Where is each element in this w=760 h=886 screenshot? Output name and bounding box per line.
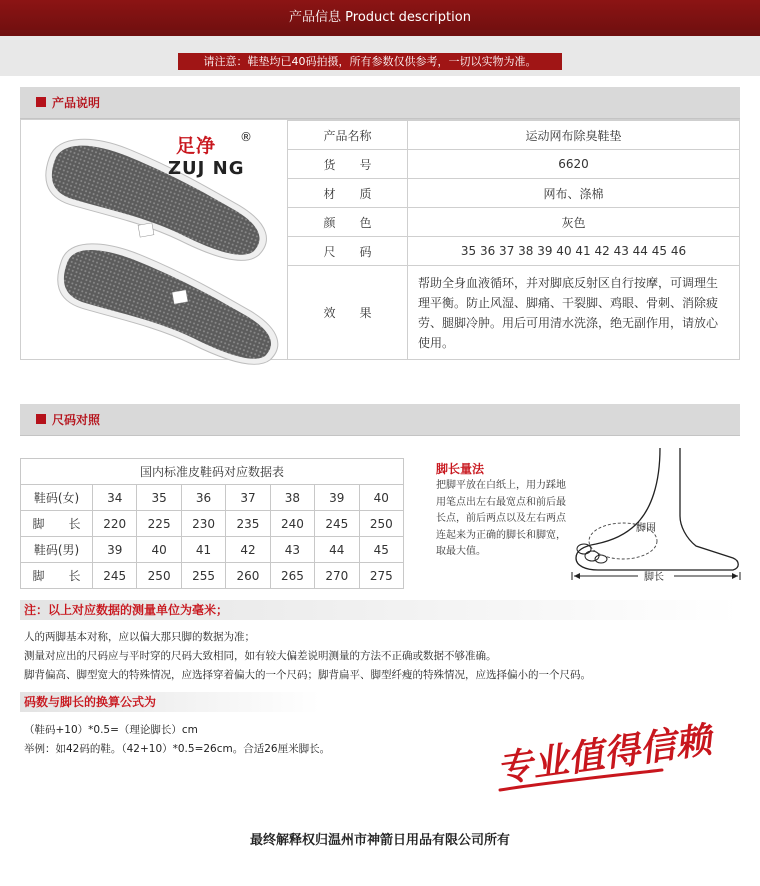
row-label: 鞋码(女) [21, 485, 93, 511]
formula-line: 举例：如42码的鞋。（42+10）*0.5=26cm。合适26厘米脚长。 [24, 743, 331, 755]
page-header: 产品信息 Product description [0, 0, 760, 36]
table-row [21, 511, 404, 537]
logo-chinese: 足净 [176, 135, 217, 157]
girth-label: 脚围 [636, 523, 656, 534]
size-section-title: 尺码对照 [52, 413, 101, 427]
cell: 45 [359, 537, 403, 563]
logo-english: ZUJ NG [168, 158, 245, 179]
table-row [21, 485, 404, 511]
page-footer: 最终解释权归温州市神箭日用品有限公司所有 [249, 833, 510, 848]
product-section-title: 产品说明 [52, 96, 101, 110]
formula-bar [20, 692, 320, 712]
foot-measure-desc: 把脚平放在白纸上，用力踩地用笔点出左右最宽点和前后最长点，前后两点以及左右两点连起来为正确的脚长和脚宽，取最大值。 [436, 480, 566, 557]
cell: 260 [226, 563, 270, 589]
table-row [288, 266, 740, 360]
row-key: 货 号 [288, 150, 408, 179]
note-line: 测量对应出的尺码应与平时穿的尺码大致相同，如有较大偏差说明测量的方法不正确或数据不够准确。 [24, 650, 497, 662]
table-row [288, 237, 740, 266]
note-line: 脚背偏高、脚型宽大的特殊情况，应选择穿着偏大的一个尺码；脚背扁平、脚型纤瘦的特殊情况，应选择偏小的一个尺码。 [24, 669, 591, 681]
note-bar [20, 600, 740, 620]
cell: 250 [359, 511, 403, 537]
cell: 275 [359, 563, 403, 589]
cell: 230 [181, 511, 225, 537]
row-value: 网布、涤棉 [408, 179, 740, 208]
cell: 40 [137, 537, 181, 563]
row-value: 6620 [408, 150, 740, 179]
cell: 235 [226, 511, 270, 537]
cell: 42 [226, 537, 270, 563]
row-key: 产品名称 [288, 121, 408, 150]
row-label: 脚 长 [21, 511, 93, 537]
registered-mark: ® [240, 130, 252, 144]
table-row [21, 537, 404, 563]
cell: 43 [270, 537, 314, 563]
foot-measure-title: 脚长量法 [436, 462, 485, 476]
product-info-table [287, 120, 740, 360]
notice-banner: 请注意：鞋垫均已40码拍摄，所有参数仅供参考，一切以实物为准。 [178, 53, 562, 70]
table-row [288, 208, 740, 237]
cell: 35 [137, 485, 181, 511]
heading-square-icon [36, 414, 46, 424]
formula-line: （鞋码+10）*0.5=（理论脚长）cm [24, 724, 198, 736]
row-value: 35 36 37 38 39 40 41 42 43 44 45 46 [408, 237, 740, 266]
table-row [21, 563, 404, 589]
calligraphy-text: 专业值得信赖 [494, 718, 714, 791]
size-section-heading [20, 404, 740, 436]
cell: 38 [270, 485, 314, 511]
note-lines [24, 628, 591, 685]
size-table-caption: 国内标准皮鞋码对应数据表 [21, 459, 404, 485]
size-table [20, 458, 404, 589]
table-row [21, 459, 404, 485]
table-row [288, 150, 740, 179]
row-key: 尺 码 [288, 237, 408, 266]
product-section-heading [20, 87, 740, 119]
cell: 240 [270, 511, 314, 537]
formula-title: 码数与脚长的换算公式为 [24, 695, 157, 709]
note-title: 注：以上对应数据的测量单位为毫米； [24, 603, 229, 617]
insole-image [21, 120, 287, 359]
cell: 270 [315, 563, 359, 589]
cell: 245 [93, 563, 137, 589]
brand-logo [168, 131, 244, 179]
formula-lines [24, 721, 330, 759]
cell: 40 [359, 485, 403, 511]
cell: 39 [315, 485, 359, 511]
cell: 41 [181, 537, 225, 563]
row-key: 效 果 [288, 266, 408, 360]
cell: 44 [315, 537, 359, 563]
table-row [288, 179, 740, 208]
cell: 39 [93, 537, 137, 563]
table-row [288, 121, 740, 150]
cell: 34 [93, 485, 137, 511]
heading-square-icon [36, 97, 46, 107]
row-label: 鞋码(男) [21, 537, 93, 563]
cell: 265 [270, 563, 314, 589]
row-key: 材 质 [288, 179, 408, 208]
cell: 220 [93, 511, 137, 537]
length-label: 脚长 [644, 572, 664, 583]
cell: 36 [181, 485, 225, 511]
row-key: 颜 色 [288, 208, 408, 237]
row-value: 帮助全身血液循环，并对脚底反射区自行按摩，可调理生理平衡。防止风湿、脚痛、干裂脚、鸡眼、骨刺、消除疲劳、腿脚冷肿。用后可用清水洗涤，绝无副作用，请放心使用。 [408, 266, 740, 360]
cell: 225 [137, 511, 181, 537]
cell: 250 [137, 563, 181, 589]
row-value: 运动网布除臭鞋垫 [408, 121, 740, 150]
row-value: 灰色 [408, 208, 740, 237]
cell: 255 [181, 563, 225, 589]
calligraphy-slogan [490, 712, 714, 802]
foot-diagram-icon [568, 446, 748, 581]
cell: 245 [315, 511, 359, 537]
row-label: 脚 长 [21, 563, 93, 589]
note-line: 人的两脚基本对称，应以偏大那只脚的数据为准； [24, 631, 255, 643]
cell: 37 [226, 485, 270, 511]
